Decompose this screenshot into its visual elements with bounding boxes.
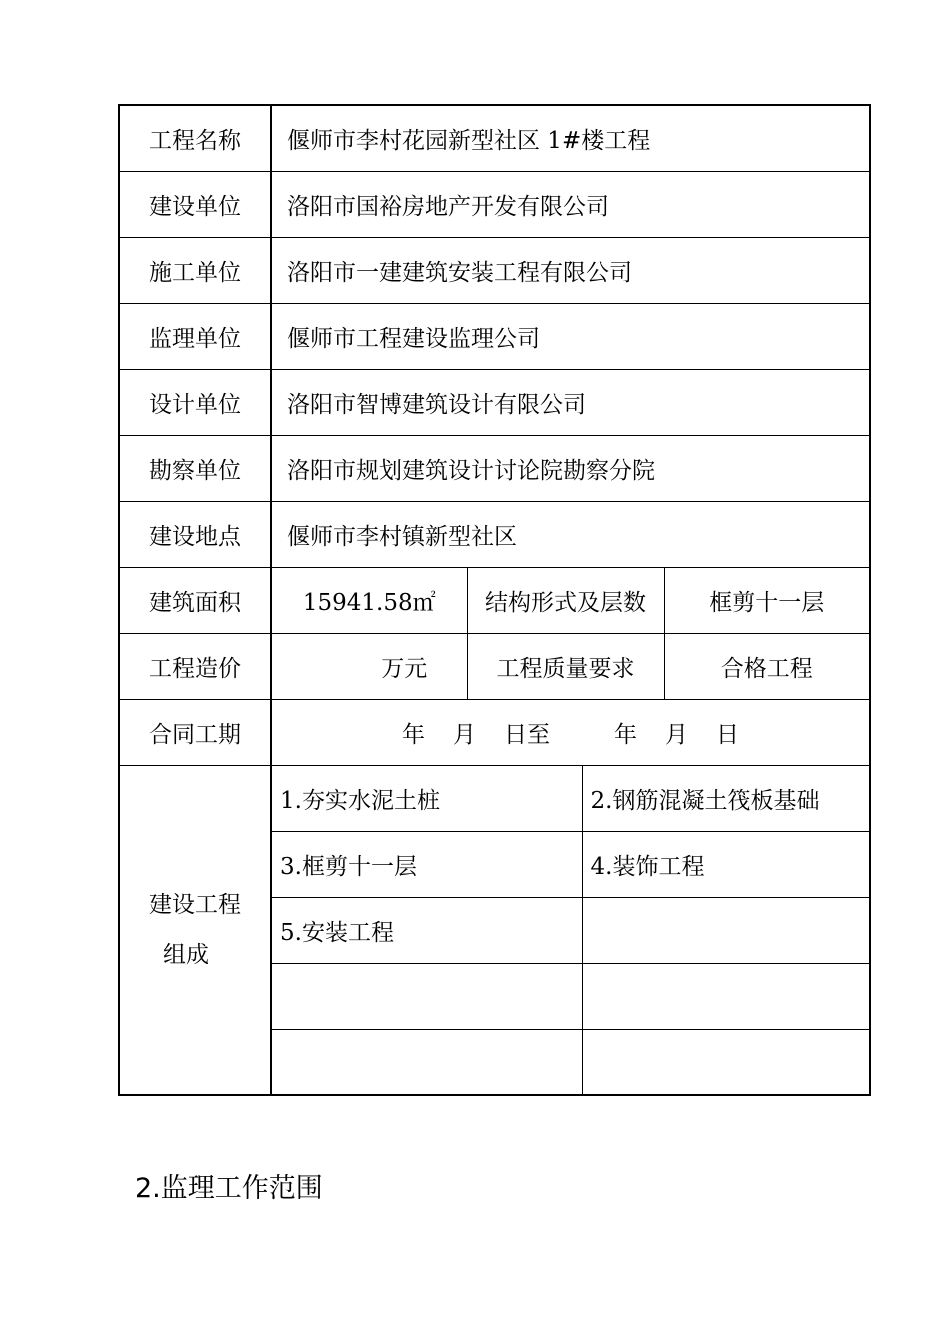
table-row	[119, 699, 870, 765]
composition-item: 4.装饰工程	[582, 831, 870, 897]
composition-item: 5.安装工程	[271, 897, 582, 963]
location-label: 建设地点	[119, 501, 271, 567]
end-day-unit: 日	[716, 721, 740, 748]
composition-item	[582, 897, 870, 963]
composition-label-line2: 组成	[163, 941, 209, 968]
table-row	[119, 303, 870, 369]
start-month-unit: 月	[453, 721, 477, 748]
contractor-label: 施工单位	[119, 237, 271, 303]
composition-label-line1: 建设工程	[149, 891, 241, 918]
table-row	[119, 501, 870, 567]
table-row	[119, 105, 870, 171]
project-name-value: 偃师市李村花园新型社区 1#楼工程	[271, 105, 870, 171]
cost-value: 万元	[271, 633, 467, 699]
developer-label: 建设单位	[119, 171, 271, 237]
table-row	[119, 171, 870, 237]
composition-item: 2.钢筋混凝土筏板基础	[582, 765, 870, 831]
composition-label	[119, 765, 271, 1095]
composition-item: 1.夯实水泥土桩	[271, 765, 582, 831]
quality-label: 工程质量要求	[467, 633, 664, 699]
contract-period-label: 合同工期	[119, 699, 271, 765]
table-row	[119, 765, 870, 831]
quality-value: 合格工程	[664, 633, 870, 699]
supervisor-label: 监理单位	[119, 303, 271, 369]
surveyor-value: 洛阳市规划建筑设计讨论院勘察分院	[271, 435, 870, 501]
project-info-table	[118, 104, 871, 1096]
cost-label: 工程造价	[119, 633, 271, 699]
project-name-label: 工程名称	[119, 105, 271, 171]
surveyor-label: 勘察单位	[119, 435, 271, 501]
supervisor-value: 偃师市工程建设监理公司	[271, 303, 870, 369]
section-heading: 2.监理工作范围	[135, 1173, 323, 1204]
designer-value: 洛阳市智博建筑设计有限公司	[271, 369, 870, 435]
composition-item	[582, 1029, 870, 1095]
table-row	[119, 237, 870, 303]
structure-label: 结构形式及层数	[467, 567, 664, 633]
floor-area-value: 15941.58㎡	[271, 567, 467, 633]
start-day-to: 日至	[504, 721, 551, 748]
table-row	[119, 633, 870, 699]
contract-period-value	[271, 699, 870, 765]
table-row	[119, 435, 870, 501]
floor-area-label: 建筑面积	[119, 567, 271, 633]
designer-label: 设计单位	[119, 369, 271, 435]
table-row	[119, 369, 870, 435]
composition-item	[271, 1029, 582, 1095]
start-year-unit: 年	[402, 721, 426, 748]
composition-item	[582, 963, 870, 1029]
end-month-unit: 月	[665, 721, 689, 748]
location-value: 偃师市李村镇新型社区	[271, 501, 870, 567]
end-year-unit: 年	[614, 721, 638, 748]
table-row	[119, 567, 870, 633]
developer-value: 洛阳市国裕房地产开发有限公司	[271, 171, 870, 237]
structure-value: 框剪十一层	[664, 567, 870, 633]
composition-item	[271, 963, 582, 1029]
contractor-value: 洛阳市一建建筑安装工程有限公司	[271, 237, 870, 303]
composition-item: 3.框剪十一层	[271, 831, 582, 897]
